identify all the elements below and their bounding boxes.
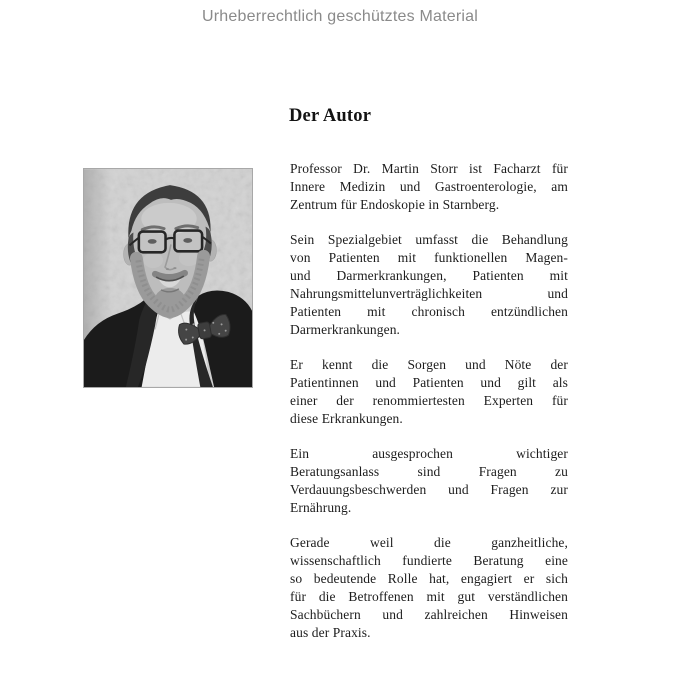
bio-line: Ein ausgesprochen wichtiger [290,446,568,461]
page-title: Der Autor [289,106,372,126]
bio-paragraph [290,445,568,517]
bio-paragraph [290,534,568,642]
bio-line: Er kennt die Sorgen und Nöte der [290,357,568,372]
bio-line: Ernährung. [290,500,352,515]
portrait-photo-illustration [84,169,252,387]
bio-line: Professor Dr. Martin Storr ist Facharzt für [290,161,568,176]
bio-line: diese Erkrankungen. [290,411,403,426]
bio-paragraph [290,231,568,339]
bio-line: wissenschaftlich fundierte Beratung eine [290,553,568,568]
bio-line: Innere Medizin und Gastroenterologie, am [290,179,568,194]
bio-line: Nahrungsmittelunverträglichkeiten und [290,286,568,301]
bio-line: so bedeutende Rolle hat, engagiert er sich [290,571,568,586]
bio-line: Verdauungsbeschwerden und Fragen zur [290,482,568,497]
bio-line: Darmerkrankungen. [290,322,401,337]
bio-line: von Patienten mit funktionellen Magen- [290,250,568,265]
bio-line: und Darmerkrankungen, Patienten mit [290,268,568,283]
bio-paragraph [290,160,568,214]
bio-line: Patienten mit chronisch entzündlichen [290,304,568,319]
bio-paragraph [290,356,568,428]
author-portrait [83,168,253,388]
copyright-notice: Urheberrechtlich geschütztes Material [202,8,478,25]
author-bio [290,160,568,659]
bio-line: Patientinnen und Patienten und gilt als [290,375,568,390]
bio-line: Gerade weil die ganzheitliche, [290,535,568,550]
bio-line: Beratungsanlass sind Fragen zu [290,464,568,479]
bio-line: einer der renommiertesten Experten für [290,393,568,408]
bio-line: aus der Praxis. [290,625,371,640]
bio-line: Zentrum für Endoskopie in Starnberg. [290,197,500,212]
bio-line: Sein Spezialgebiet umfasst die Behandlung [290,232,568,247]
bio-line: für die Betroffenen mit gut verständlichen [290,589,568,604]
bio-line: Sachbüchern und zahlreichen Hinweisen [290,607,568,622]
